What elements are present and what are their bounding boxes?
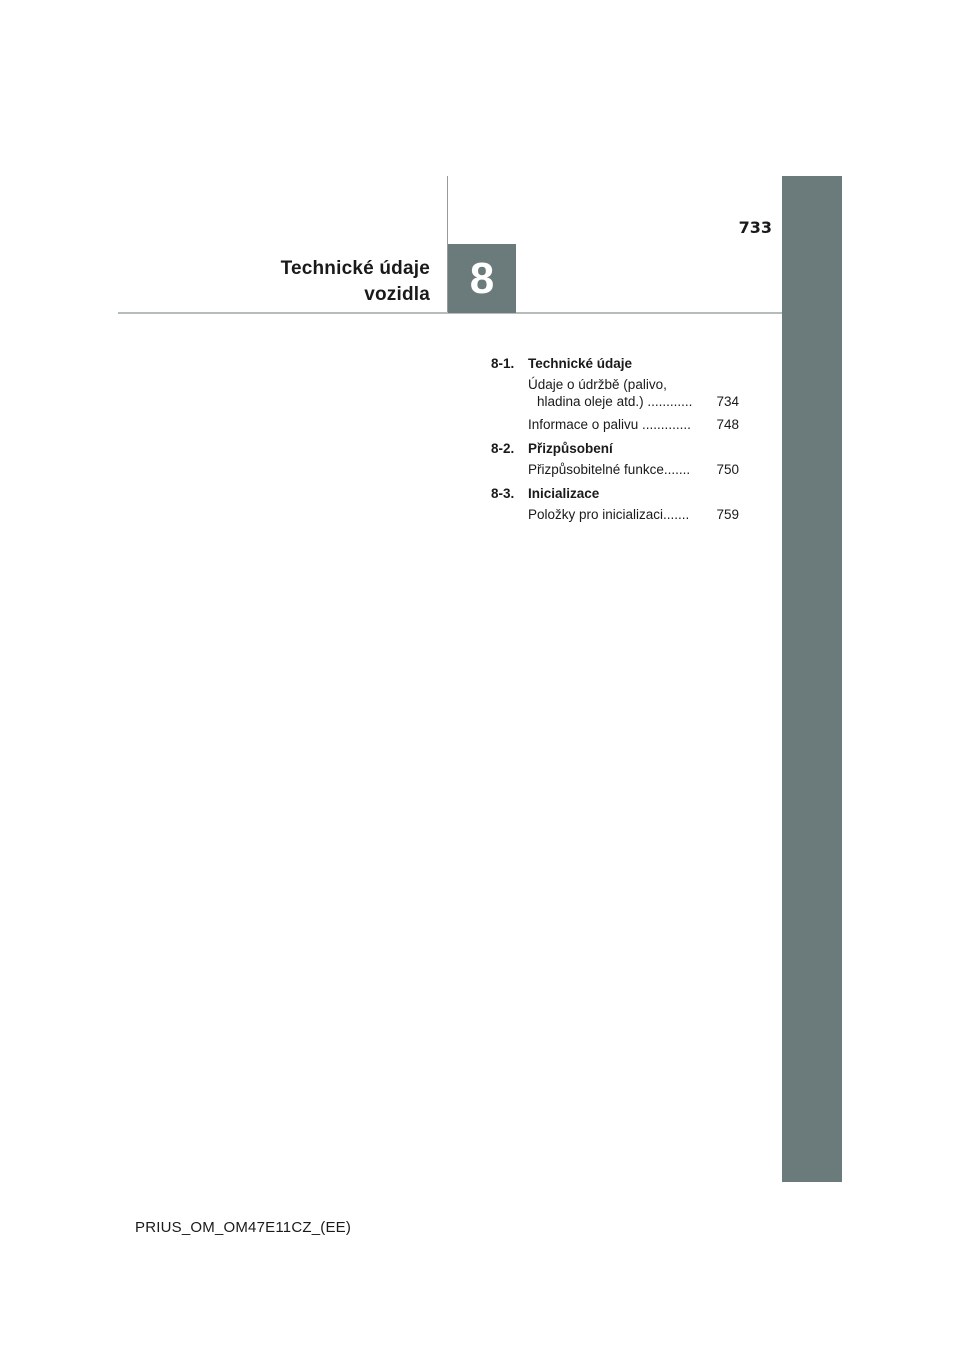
chapter-number-badge: 8: [448, 244, 516, 313]
table-of-contents: [491, 354, 739, 529]
toc-section-8-1: [491, 354, 739, 433]
chapter-title-line2: vozidla: [364, 284, 430, 305]
toc-section-title: Přizpůsobení: [528, 441, 613, 456]
toc-entry-page: 750: [716, 462, 739, 477]
toc-entry-page: 759: [716, 507, 739, 522]
document-id-footer: PRIUS_OM_OM47E11CZ_(EE): [135, 1219, 352, 1236]
page-number: 733: [738, 218, 772, 237]
toc-section-heading[interactable]: [491, 484, 739, 504]
toc-section-heading[interactable]: [491, 354, 739, 374]
toc-entry-label: Přizpůsobitelné funkce.......: [528, 462, 691, 477]
toc-section-title: Inicializace: [528, 486, 600, 501]
toc-entry-label: Položky pro inicializaci.......: [528, 507, 690, 522]
toc-entry-label: Informace o palivu .............: [528, 417, 691, 432]
toc-section-number: 8-3.: [491, 486, 515, 501]
chapter-title-line1: Technické údaje: [280, 258, 430, 279]
toc-section-number: 8-2.: [491, 441, 515, 456]
toc-section-number: 8-1.: [491, 356, 515, 371]
toc-section-8-3: [491, 484, 739, 523]
toc-section-title: Technické údaje: [528, 356, 633, 371]
toc-entry-page: 748: [716, 417, 739, 432]
toc-entry-label-continued: hladina oleje atd.) ............: [537, 394, 693, 409]
toc-entry[interactable]: [528, 416, 739, 433]
toc-section-heading[interactable]: [491, 439, 739, 459]
chapter-side-tab: [782, 176, 842, 1182]
toc-section-8-2: [491, 439, 739, 478]
toc-entry[interactable]: [528, 461, 739, 478]
toc-entry-page: 734: [716, 394, 739, 409]
toc-entry-label: Údaje o údržbě (palivo,: [528, 377, 667, 392]
chapter-title: [230, 256, 430, 308]
toc-entry[interactable]: [528, 376, 739, 410]
toc-entry[interactable]: [528, 506, 739, 523]
